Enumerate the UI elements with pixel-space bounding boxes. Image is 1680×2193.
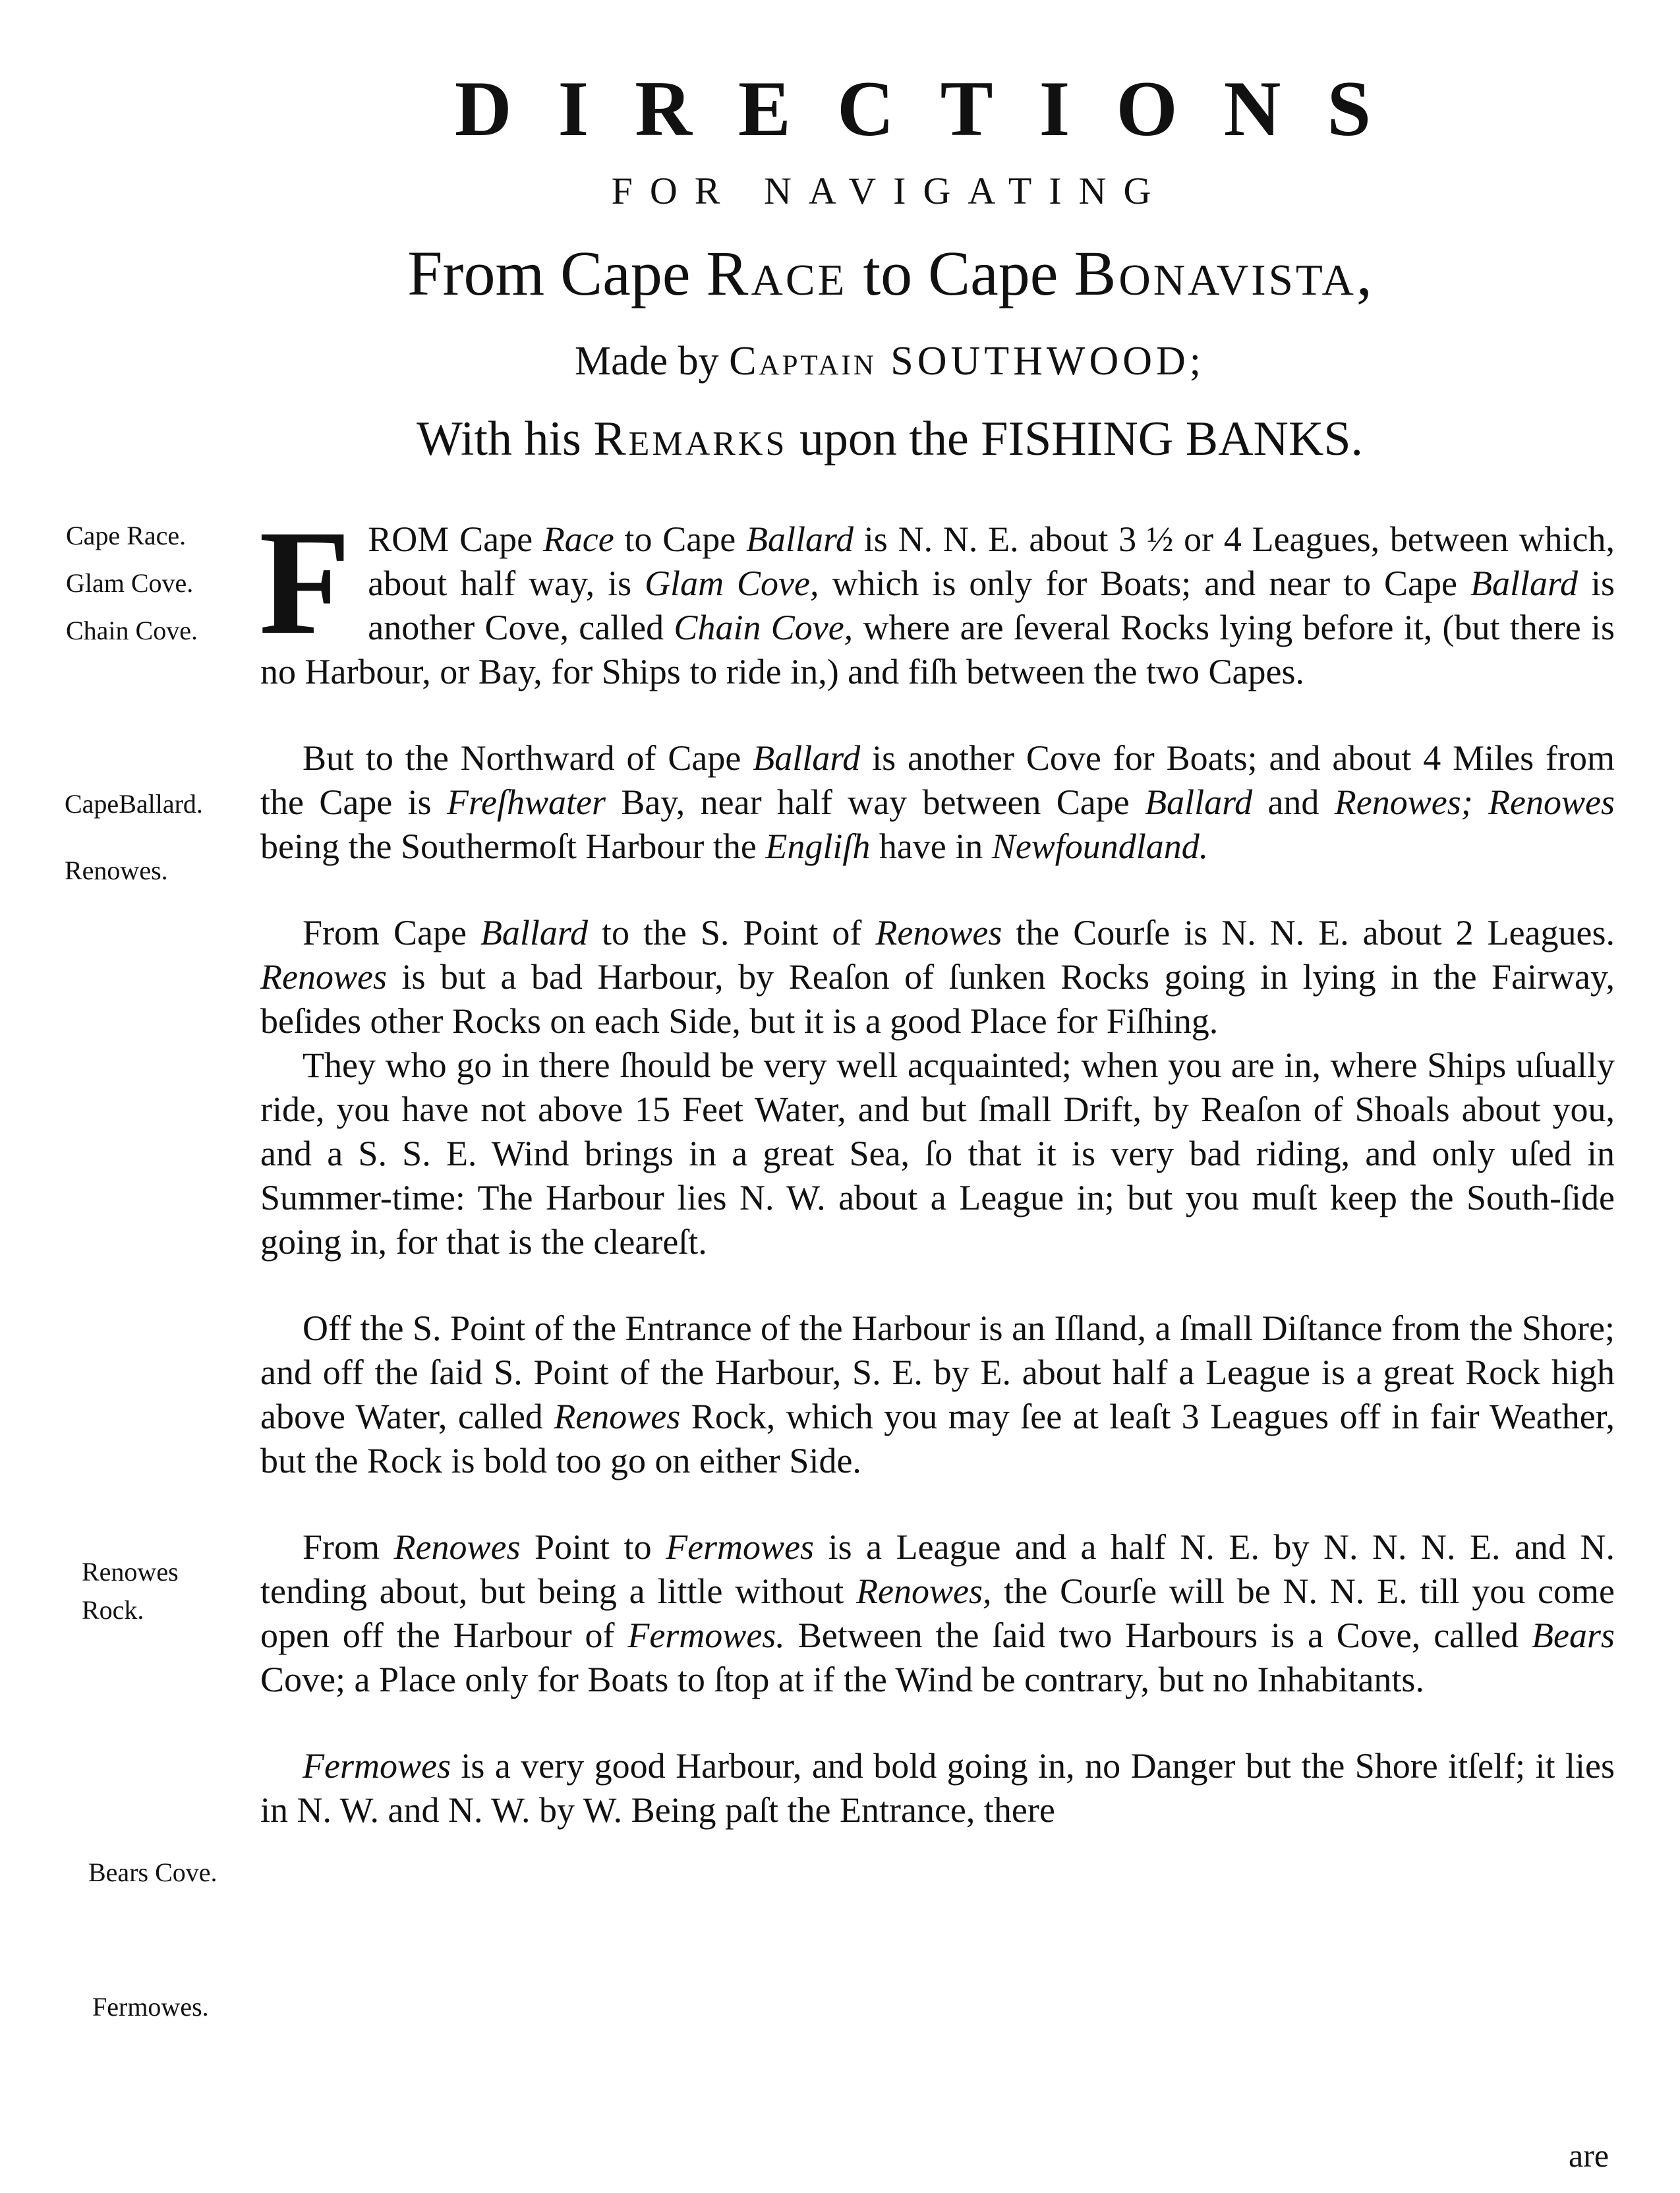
title-route-race: Race [706, 238, 848, 308]
margin-note-cape-ballard: CapeBallard. [65, 789, 203, 819]
p2-text-7: have in [870, 827, 992, 866]
paragraph-2 [260, 736, 1615, 869]
p6-text-6: Cove; a Place only for Boats to ſtop at if the Wind be contrary, but no Inhabitants. [260, 1660, 1424, 1699]
p1-text-1: ROM Cape [368, 519, 543, 559]
p6-text-4: the Courſe will be N. N. E. till you come open off the Harbour of [260, 1571, 1615, 1655]
p2-italic-7: Newfoundland. [991, 827, 1209, 866]
p2-text-4: and [1252, 782, 1335, 822]
margin-note-chain-cove: Chain Cove. [66, 616, 198, 645]
title-remarks-a: With his [416, 412, 594, 466]
p3-text-1: From Cape [303, 913, 480, 952]
p6-italic-5: Bears [1532, 1616, 1615, 1655]
margin-note-renowes: Renowes. [65, 856, 168, 885]
title-remarks [198, 407, 1582, 471]
title-directions: DIRECTIONS [454, 65, 1418, 152]
p1-text-4: which is only for Boats; and near to Cape [819, 564, 1470, 603]
p2-text-3: Bay, near half way between Cape [605, 782, 1145, 822]
p2-text-1: But to the Northward of Cape [303, 738, 753, 778]
title-author-a: Made by [575, 339, 730, 384]
p1-italic-2: Ballard [746, 519, 854, 559]
title-author-c: SOUTHWOOD; [876, 339, 1205, 384]
title-remarks-remarks: Remarks [593, 412, 788, 466]
paragraph-7 [260, 1744, 1615, 1832]
p2-italic-2: Freſhwater [446, 782, 606, 822]
p1-italic-3: Glam Cove, [645, 564, 819, 603]
title-route [198, 234, 1582, 313]
title-route-c: to Cape [847, 238, 1074, 308]
title-route-e: , [1356, 238, 1372, 308]
p1-italic-4: Ballard [1470, 564, 1578, 603]
p2-italic-1: Ballard [753, 738, 861, 778]
paragraph-3 [260, 911, 1615, 1043]
p5-italic-1: Renowes [554, 1397, 681, 1436]
p1-italic-1: Race [542, 519, 614, 559]
p2-italic-5: Renowes [1488, 782, 1615, 822]
p3-italic-2: Renowes [875, 913, 1002, 952]
p1-text-5: is another Cove, called [368, 564, 1615, 647]
p3-italic-3: Renowes [260, 957, 387, 997]
margin-note-bears-cove: Bears Cove. [88, 1857, 217, 1887]
p1-italic-5: Chain Cove, [674, 608, 854, 647]
p6-italic-3: Renowes, [856, 1571, 992, 1611]
p4-text-1: They who go in there ſhould be very well acquainted; when you are in, where Ships uſually ride, you have not above 15 Feet Water, and but ſmall Drift, by Reaſon of Shoals about you, and a S. S. E. Wind brings in a great Sea, ſo that it is very bad riding, and only uſed in Summer-time: The Harbour lies N. W. about a League in; but you muſt keep the South-ſide going in, for that is the cleareſt. [260, 1045, 1615, 1262]
drop-cap: F [259, 500, 351, 666]
p3-text-3: the Courſe is N. N. E. about 2 Leagues. [1002, 913, 1615, 952]
paragraph-5 [260, 1306, 1615, 1483]
p1-text-2: to Cape [614, 519, 747, 559]
paragraph-4 [260, 1043, 1615, 1264]
p2-text-5 [1473, 782, 1488, 822]
margin-note-cape-race: Cape Race. [66, 521, 187, 550]
p7-text-1: is a very good Harbour, and bold going in, no Danger but the Shore itſelf; it lies in N. W. and N. W. by W. Being paſt the Entrance, there [260, 1746, 1615, 1830]
p1-text-6: where are ſeveral Rocks lying before it, (but there is no Harbour, or Bay, for Ships to ride in,) and fiſh between the two Capes. [260, 608, 1615, 691]
paragraph-1 [259, 500, 1615, 694]
p6-italic-2: Fermowes [666, 1527, 815, 1567]
margin-note-renowes-rock-1: Renowes [82, 1557, 179, 1587]
p2-text-2: is another Cove for Boats; and about 4 Miles from the Cape is [260, 738, 1615, 822]
p6-italic-4: Fermowes. [627, 1616, 785, 1655]
p2-italic-6: Engliſh [765, 827, 871, 866]
title-remarks-c: upon the FISHING BANKS. [787, 412, 1364, 466]
p3-italic-1: Ballard [480, 913, 588, 952]
p6-text-2: Point to [520, 1527, 666, 1567]
margin-notes [0, 0, 264, 2193]
title-author-captain: Captain [729, 339, 877, 384]
title-route-bonavista: Bonavista [1074, 238, 1356, 308]
title-for-navigating: FOR NAVIGATING [611, 169, 1169, 212]
p6-text-3: is a League and a half N. E. by N. N. N. E. and N. tending about, but being a little without [260, 1527, 1615, 1611]
p5-text-2: Rock, which you may ſee at leaſt 3 Leagues off in fair Weather, but the Rock is bold too go on either Side. [260, 1397, 1615, 1480]
p6-text-1: From [303, 1527, 394, 1567]
title-route-a: From Cape [407, 238, 707, 308]
p3-text-2: to the S. Point of [587, 913, 876, 952]
margin-note-glam-cove: Glam Cove. [66, 568, 194, 598]
title-author [198, 335, 1582, 388]
p6-text-5: Between the ſaid two Harbours is a Cove, called [784, 1616, 1532, 1655]
margin-note-renowes-rock-2: Rock. [82, 1595, 144, 1625]
p7-italic-1: Fermowes [303, 1746, 451, 1786]
p2-italic-4: Renowes; [1334, 782, 1473, 822]
paragraph-6 [260, 1525, 1615, 1702]
catchword: are [1569, 2137, 1609, 2174]
p6-italic-1: Renowes [393, 1527, 521, 1567]
p5-text-1: Off the S. Point of the Entrance of the Harbour is an Iſland, a ſmall Diſtance from the Shore; and off the ſaid S. Point of the Harbour, S. E. by E. about half a League is a great Rock high above Water, called [260, 1308, 1615, 1436]
p2-text-6: being the Southermoſt Harbour the [260, 827, 766, 866]
p2-italic-3: Ballard [1145, 782, 1253, 822]
body-text [259, 500, 1615, 1832]
p1-text-3: is N. N. E. about 3 ½ or 4 Leagues, between which, about half way, is [368, 519, 1615, 603]
p3-text-4: is but a bad Harbour, by Reaſon of ſunken Rocks going in lying in the Fairway, beſides other Rocks on each Side, but it is a good Place for Fiſhing. [260, 957, 1615, 1041]
margin-note-fermowes: Fermowes. [92, 1992, 209, 2022]
